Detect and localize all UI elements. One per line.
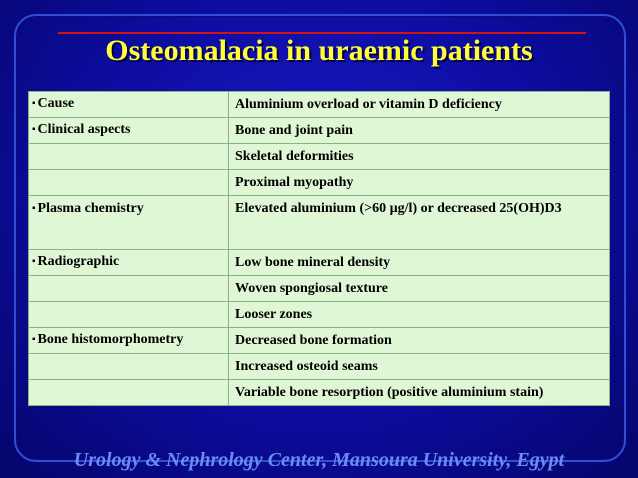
slide-title: Osteomalacia in uraemic patients bbox=[105, 34, 533, 67]
row-value: Woven spongiosal texture bbox=[229, 276, 610, 302]
bullet-icon: ▪ bbox=[32, 203, 36, 214]
row-label: Plasma chemistry bbox=[37, 201, 144, 216]
bullet-icon: ▪ bbox=[32, 334, 36, 345]
table-row bbox=[29, 196, 610, 250]
row-label: Cause bbox=[37, 96, 75, 111]
row-label-cell bbox=[29, 276, 229, 302]
row-label: Bone histomorphometry bbox=[37, 332, 184, 347]
row-label-cell bbox=[29, 328, 229, 354]
table-row bbox=[29, 144, 610, 170]
row-label-cell bbox=[29, 196, 229, 250]
row-value: Skeletal deformities bbox=[229, 144, 610, 170]
table-row bbox=[29, 170, 610, 196]
table-row bbox=[29, 328, 610, 354]
row-value: Elevated aluminium (>60 µg/l) or decreased 25(OH)D3 bbox=[229, 196, 610, 250]
row-label-cell bbox=[29, 380, 229, 406]
table-row bbox=[29, 302, 610, 328]
table-row bbox=[29, 118, 610, 144]
table-row bbox=[29, 354, 610, 380]
row-label-cell bbox=[29, 92, 229, 118]
footer-credit: Urology & Nephrology Center, Mansoura University, Egypt bbox=[73, 449, 565, 471]
table-row bbox=[29, 380, 610, 406]
row-label-cell bbox=[29, 250, 229, 276]
bullet-icon: ▪ bbox=[32, 256, 36, 267]
row-label: Radiographic bbox=[37, 254, 120, 269]
bullet-icon: ▪ bbox=[32, 98, 36, 109]
row-value: Decreased bone formation bbox=[229, 328, 610, 354]
row-value: Looser zones bbox=[229, 302, 610, 328]
row-label-cell bbox=[29, 144, 229, 170]
row-label-cell bbox=[29, 118, 229, 144]
row-label: Clinical aspects bbox=[37, 122, 131, 137]
row-value: Variable bone resorption (positive aluminium stain) bbox=[229, 380, 610, 406]
row-value: Proximal myopathy bbox=[229, 170, 610, 196]
row-value: Low bone mineral density bbox=[229, 250, 610, 276]
row-value: Aluminium overload or vitamin D deficiency bbox=[229, 92, 610, 118]
table-row bbox=[29, 276, 610, 302]
row-value: Bone and joint pain bbox=[229, 118, 610, 144]
info-table bbox=[28, 91, 610, 406]
row-label-cell bbox=[29, 302, 229, 328]
row-label-cell bbox=[29, 354, 229, 380]
table-row bbox=[29, 92, 610, 118]
bullet-icon: ▪ bbox=[32, 124, 36, 135]
table-row bbox=[29, 250, 610, 276]
row-value: Increased osteoid seams bbox=[229, 354, 610, 380]
row-label-cell bbox=[29, 170, 229, 196]
